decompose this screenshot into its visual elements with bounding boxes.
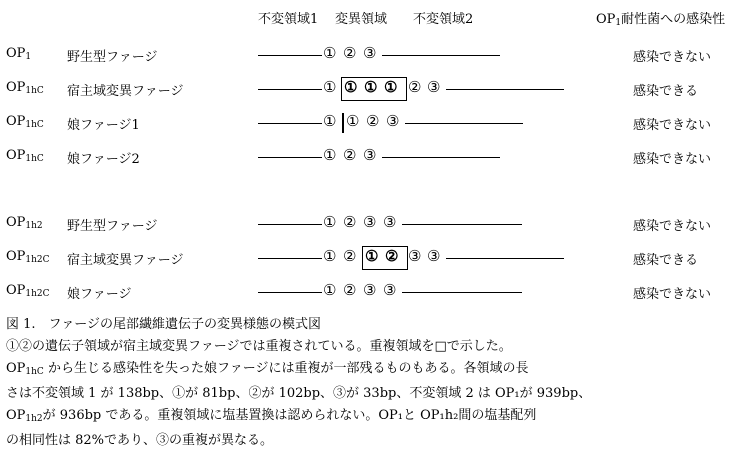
figure-caption: [6, 314, 591, 452]
caption-line: の相同性は 82%であり、③の重複が異なる。: [6, 433, 274, 448]
duplicated-region-1-marker: ①: [364, 78, 378, 96]
infectivity-result: 感染できる: [633, 84, 699, 99]
region-1-marker: ①: [346, 112, 360, 130]
phage-name: 宿主域変異ファージ: [67, 253, 184, 268]
caption-line: ①②の遺伝子領域が宿主域変異ファージでは重複されている。重複領域を□で示した。: [6, 339, 512, 354]
row-label: $OP_{1hC}$: [6, 80, 44, 96]
duplicated-region-1-marker: ①: [344, 78, 358, 96]
region-2-marker: ②: [343, 146, 357, 164]
conserved-region-1-line: [258, 292, 322, 293]
conserved-region-2-line: [446, 89, 564, 90]
region-2-marker: ②: [343, 213, 357, 231]
region-3-marker: ③: [363, 213, 377, 231]
region-1-marker: ①: [323, 112, 337, 130]
row-label: $OP_1$: [6, 46, 32, 62]
row-label: $OP_{1h2}$: [6, 215, 43, 231]
row-label: $OP_{1h2C}$: [6, 249, 50, 265]
conserved-region-1-line: [258, 157, 322, 158]
infectivity-result: 感染できない: [633, 287, 712, 302]
conserved-region-1-line: [258, 258, 322, 259]
region-2-marker: ②: [343, 247, 357, 265]
phage-name: 娘ファージ2: [67, 152, 140, 167]
region-3-marker: ③: [383, 281, 397, 299]
row-label: $OP_{1hC}$: [6, 148, 44, 164]
infectivity-result: 感染できない: [633, 152, 712, 167]
region-3-marker: ③: [408, 247, 422, 265]
conserved-region-2-line: [402, 292, 522, 293]
conserved-region-1-line: [258, 123, 322, 124]
region-3-marker: ③: [363, 146, 377, 164]
region-3-marker: ③: [427, 78, 441, 96]
conserved-region-1-line: [258, 89, 322, 90]
region-1-marker: ①: [323, 44, 337, 62]
conserved-region-2-line: [405, 123, 523, 124]
residual-duplication-mark: [342, 113, 344, 133]
phage-name: 野生型ファージ: [67, 50, 158, 65]
row-label: $OP_{1h2C}$: [6, 283, 50, 299]
region-2-marker: ②: [366, 112, 380, 130]
row-label: $OP_{1hC}$: [6, 114, 44, 130]
conserved-region-2-line: [402, 224, 522, 225]
header-infectivity-column: $OP_1$耐性菌への感染性: [596, 12, 726, 28]
conserved-region-2-line: [446, 258, 564, 259]
duplicated-region-1-marker: ①: [365, 247, 379, 265]
header-conserved-region-1: 不変領域1: [258, 12, 319, 27]
phage-name: 娘ファージ1: [67, 118, 140, 133]
region-3-marker: ③: [386, 112, 400, 130]
header-conserved-region-2: 不変領域2: [413, 12, 474, 27]
region-3-marker: ③: [427, 247, 441, 265]
conserved-region-1-line: [258, 224, 322, 225]
region-3-marker: ③: [383, 213, 397, 231]
infectivity-result: 感染できない: [633, 50, 712, 65]
region-2-marker: ②: [343, 44, 357, 62]
phage-name: 野生型ファージ: [67, 219, 158, 234]
caption-line: $OP_{1hC}$ から生じる感染性を失った娘ファージには重複が一部残るものもある。各領域の長: [6, 361, 529, 377]
caption-line: さは不変領域 1 が 138bp、①が 81bp、②が 102bp、③が 33bp、不変領域 2 は OP₁が 939bp、: [6, 386, 592, 401]
duplicated-region-1-marker: ①: [384, 78, 398, 96]
caption-line: $OP_{1h2}$が 936bp である。重複領域に塩基置換は認められない。OP₁と OP₁h₂間の塩基配列: [6, 408, 537, 424]
region-1-marker: ①: [323, 247, 337, 265]
region-1-marker: ①: [323, 146, 337, 164]
infectivity-result: 感染できる: [633, 253, 699, 268]
phage-name: 娘ファージ: [67, 287, 132, 302]
header-variable-region: 変異領域: [335, 12, 388, 27]
region-3-marker: ③: [363, 281, 377, 299]
conserved-region-1-line: [258, 55, 322, 56]
conserved-region-2-line: [382, 55, 500, 56]
region-1-marker: ①: [323, 213, 337, 231]
conserved-region-2-line: [382, 157, 500, 158]
region-1-marker: ①: [323, 78, 337, 96]
region-1-marker: ①: [323, 281, 337, 299]
region-2-marker: ②: [343, 281, 357, 299]
phage-name: 宿主域変異ファージ: [67, 84, 184, 99]
duplicated-region-2-marker: ②: [385, 247, 399, 265]
region-3-marker: ③: [363, 44, 377, 62]
caption-title: 図 1. ファージの尾部繊維遺伝子の変異様態の模式図: [6, 317, 322, 332]
region-2-marker: ②: [408, 78, 422, 96]
infectivity-result: 感染できない: [633, 219, 712, 234]
infectivity-result: 感染できない: [633, 118, 712, 133]
